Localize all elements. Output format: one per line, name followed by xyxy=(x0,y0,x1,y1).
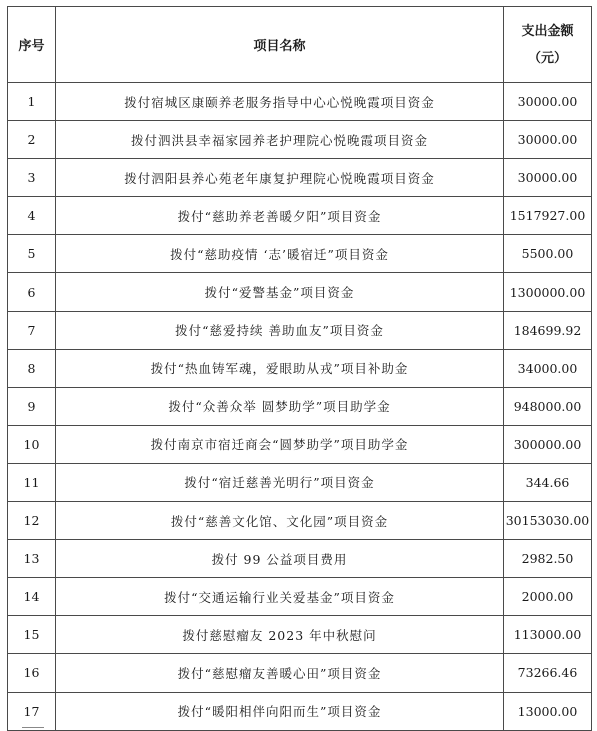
row-seq: 17 xyxy=(8,692,56,730)
row-amount: 344.66 xyxy=(504,463,592,501)
row-project-name: 拨付南京市宿迁商会“圆梦助学”项目助学金 xyxy=(56,425,504,463)
row-project-name: 拨付泗阳县养心苑老年康复护理院心悦晚霞项目资金 xyxy=(56,159,504,197)
header-amount xyxy=(504,7,592,83)
row-amount: 30153030.00 xyxy=(504,502,592,540)
row-seq: 9 xyxy=(8,387,56,425)
footer-divider xyxy=(22,727,44,728)
row-seq: 2 xyxy=(8,121,56,159)
row-amount: 1517927.00 xyxy=(504,197,592,235)
row-seq: 10 xyxy=(8,425,56,463)
table-row xyxy=(8,540,592,578)
table-row xyxy=(8,616,592,654)
header-project-name: 项目名称 xyxy=(56,7,504,83)
row-seq: 5 xyxy=(8,235,56,273)
row-project-name: 拨付“暖阳相伴向阳而生”项目资金 xyxy=(56,692,504,730)
row-project-name: 拨付“交通运输行业关爱基金”项目资金 xyxy=(56,578,504,616)
table-row xyxy=(8,349,592,387)
row-amount: 948000.00 xyxy=(504,387,592,425)
row-amount: 30000.00 xyxy=(504,121,592,159)
row-seq: 12 xyxy=(8,502,56,540)
row-project-name: 拨付“慈慰瘤友善暖心田”项目资金 xyxy=(56,654,504,692)
row-seq: 4 xyxy=(8,197,56,235)
row-amount: 13000.00 xyxy=(504,692,592,730)
row-seq: 15 xyxy=(8,616,56,654)
row-amount: 2000.00 xyxy=(504,578,592,616)
row-project-name: 拨付“慈助疫情 ‘志’暖宿迁”项目资金 xyxy=(56,235,504,273)
table-row xyxy=(8,159,592,197)
table-row xyxy=(8,197,592,235)
table-row xyxy=(8,235,592,273)
row-project-name: 拨付宿城区康颐养老服务指导中心心悦晚霞项目资金 xyxy=(56,83,504,121)
row-amount: 30000.00 xyxy=(504,83,592,121)
row-seq: 3 xyxy=(8,159,56,197)
table-row xyxy=(8,83,592,121)
row-seq: 13 xyxy=(8,540,56,578)
table-header-row xyxy=(8,7,592,83)
row-project-name: 拨付慈慰瘤友 2023 年中秋慰问 xyxy=(56,616,504,654)
row-project-name: 拨付 99 公益项目费用 xyxy=(56,540,504,578)
header-seq: 序号 xyxy=(8,7,56,83)
row-amount: 2982.50 xyxy=(504,540,592,578)
table-row xyxy=(8,502,592,540)
table-row xyxy=(8,273,592,311)
row-seq: 11 xyxy=(8,463,56,501)
row-amount: 113000.00 xyxy=(504,616,592,654)
table-row xyxy=(8,425,592,463)
row-project-name: 拨付“众善众举 圆梦助学”项目助学金 xyxy=(56,387,504,425)
row-seq: 8 xyxy=(8,349,56,387)
table-row xyxy=(8,463,592,501)
row-seq: 1 xyxy=(8,83,56,121)
table-row xyxy=(8,692,592,730)
table-row xyxy=(8,578,592,616)
row-project-name: 拨付“慈助养老善暖夕阳”项目资金 xyxy=(56,197,504,235)
table-row xyxy=(8,121,592,159)
expenditure-table-container xyxy=(7,6,591,731)
row-project-name: 拨付泗洪县幸福家园养老护理院心悦晚霞项目资金 xyxy=(56,121,504,159)
row-amount: 30000.00 xyxy=(504,159,592,197)
row-seq: 7 xyxy=(8,311,56,349)
row-project-name: 拨付“热血铸军魂，爱眼助从戎”项目补助金 xyxy=(56,349,504,387)
row-amount: 73266.46 xyxy=(504,654,592,692)
row-project-name: 拨付“宿迁慈善光明行”项目资金 xyxy=(56,463,504,501)
row-amount: 184699.92 xyxy=(504,311,592,349)
table-row xyxy=(8,654,592,692)
row-amount: 34000.00 xyxy=(504,349,592,387)
table-row xyxy=(8,387,592,425)
header-amount-label: 支出金额 xyxy=(521,23,574,39)
table-row xyxy=(8,311,592,349)
row-amount: 5500.00 xyxy=(504,235,592,273)
row-seq: 6 xyxy=(8,273,56,311)
row-project-name: 拨付“慈爱持续 善助血友”项目资金 xyxy=(56,311,504,349)
row-project-name: 拨付“慈善文化馆、文化园”项目资金 xyxy=(56,502,504,540)
row-amount: 1300000.00 xyxy=(504,273,592,311)
header-amount-unit: （元） xyxy=(527,50,567,66)
row-project-name: 拨付“爱警基金”项目资金 xyxy=(56,273,504,311)
row-amount: 300000.00 xyxy=(504,425,592,463)
row-seq: 16 xyxy=(8,654,56,692)
row-seq: 14 xyxy=(8,578,56,616)
expenditure-table xyxy=(7,6,592,731)
